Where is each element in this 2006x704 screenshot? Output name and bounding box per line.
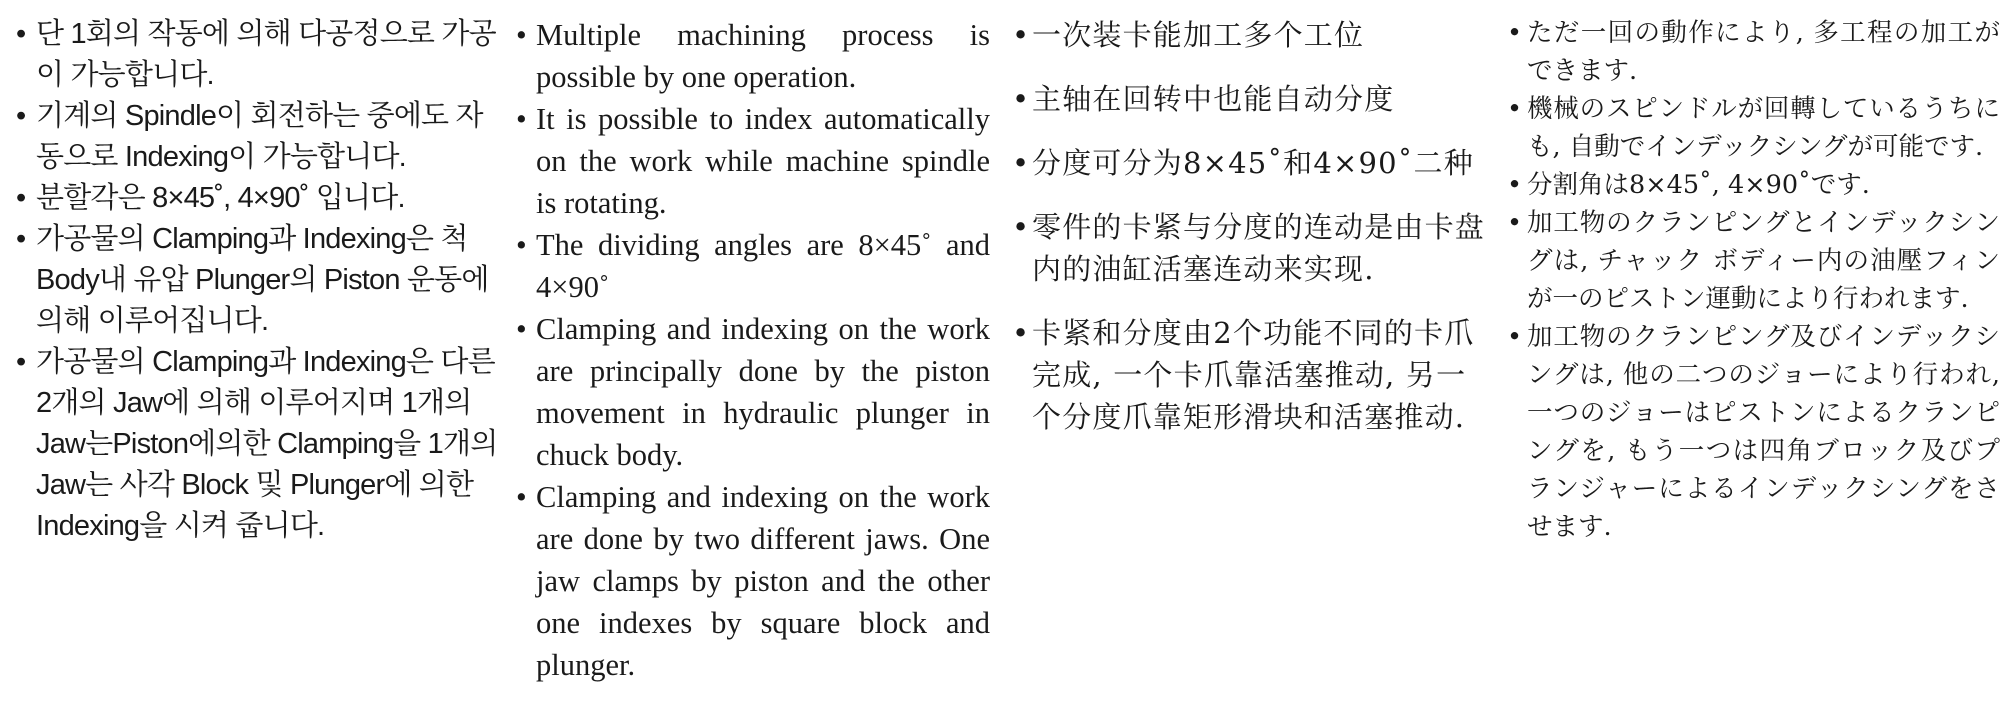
japanese-feature-item: • 分割角は8×45˚, 4×90˚です. xyxy=(1505,166,2000,204)
korean-feature-item: • 기계의 Spindle이 회전하는 중에도 자동으로 Indexing이 가능합니다. xyxy=(14,96,504,178)
japanese-feature-item: • 加工物のクランピングとインデックシングは, チャック ボディー内の油壓フィンが一のピストン運動により行われます. xyxy=(1505,204,2000,318)
chinese-feature-column xyxy=(1010,14,1496,460)
english-feature-item: • It is possible to index automatically on the work while machine spindle is rotating. xyxy=(514,98,990,224)
chinese-feature-item: • 一次装卡能加工多个工位 xyxy=(1010,14,1496,56)
japanese-feature-item: • ただ一回の動作により, 多工程の加工ができます. xyxy=(1505,14,2000,90)
english-feature-column xyxy=(514,14,990,686)
japanese-feature-item: • 加工物のクランピング及びインデックシングは, 他の二つのジョーにより行われ, 一つのジョーはピストンによるクランピングを, もう一つは四角ブロック及びプランジャーによるインデックシングをさせます. xyxy=(1505,318,2000,546)
chinese-feature-item: • 卡紧和分度由2个功能不同的卡爪完成, 一个卡爪靠活塞推动, 另一个分度爪靠矩形滑块和活塞推动. xyxy=(1010,312,1496,438)
korean-feature-item: • 가공물의 Clamping과 Indexing은 척 Body내 유압 Plunger의 Piston 운동에 의해 이루어집니다. xyxy=(14,219,504,342)
chinese-feature-item: • 零件的卡紧与分度的连动是由卡盘内的油缸活塞连动来实现. xyxy=(1010,206,1496,290)
japanese-feature-item: • 機械のスピンドルが回轉しているうちにも, 自動でインデックシングが可能です. xyxy=(1505,90,2000,166)
english-feature-item: • Clamping and indexing on the work are done by two different jaws. One jaw clamps by piston and the other one indexes by square block and plunger. xyxy=(514,476,990,686)
japanese-feature-column xyxy=(1505,14,2000,546)
korean-feature-item: • 단 1회의 작동에 의해 다공정으로 가공이 가능합니다. xyxy=(14,14,504,96)
english-feature-item: • The dividing angles are 8×45˚ and 4×90˚ xyxy=(514,224,990,308)
chinese-feature-item: • 主轴在回转中也能自动分度 xyxy=(1010,78,1496,120)
korean-feature-column xyxy=(14,14,504,547)
korean-feature-list xyxy=(14,14,504,547)
korean-feature-item: • 분할각은 8×45˚, 4×90˚ 입니다. xyxy=(14,178,504,219)
japanese-feature-list xyxy=(1505,14,2000,546)
chinese-feature-item: • 分度可分为8×45˚和4×90˚二种 xyxy=(1010,142,1496,184)
korean-feature-item: • 가공물의 Clamping과 Indexing은 다른 2개의 Jaw에 의해 이루어지며 1개의 Jaw는Piston에의한 Clamping을 1개의 Jaw는 사각 Block 및 Plunger에 의한 Indexing을 시켜 줍니다. xyxy=(14,342,504,547)
chinese-feature-list xyxy=(1010,14,1496,438)
english-feature-item: • Multiple machining process is possible by one operation. xyxy=(514,14,990,98)
english-feature-item: • Clamping and indexing on the work are principally done by the piston movement in hydraulic plunger in chuck body. xyxy=(514,308,990,476)
english-feature-list xyxy=(514,14,990,686)
